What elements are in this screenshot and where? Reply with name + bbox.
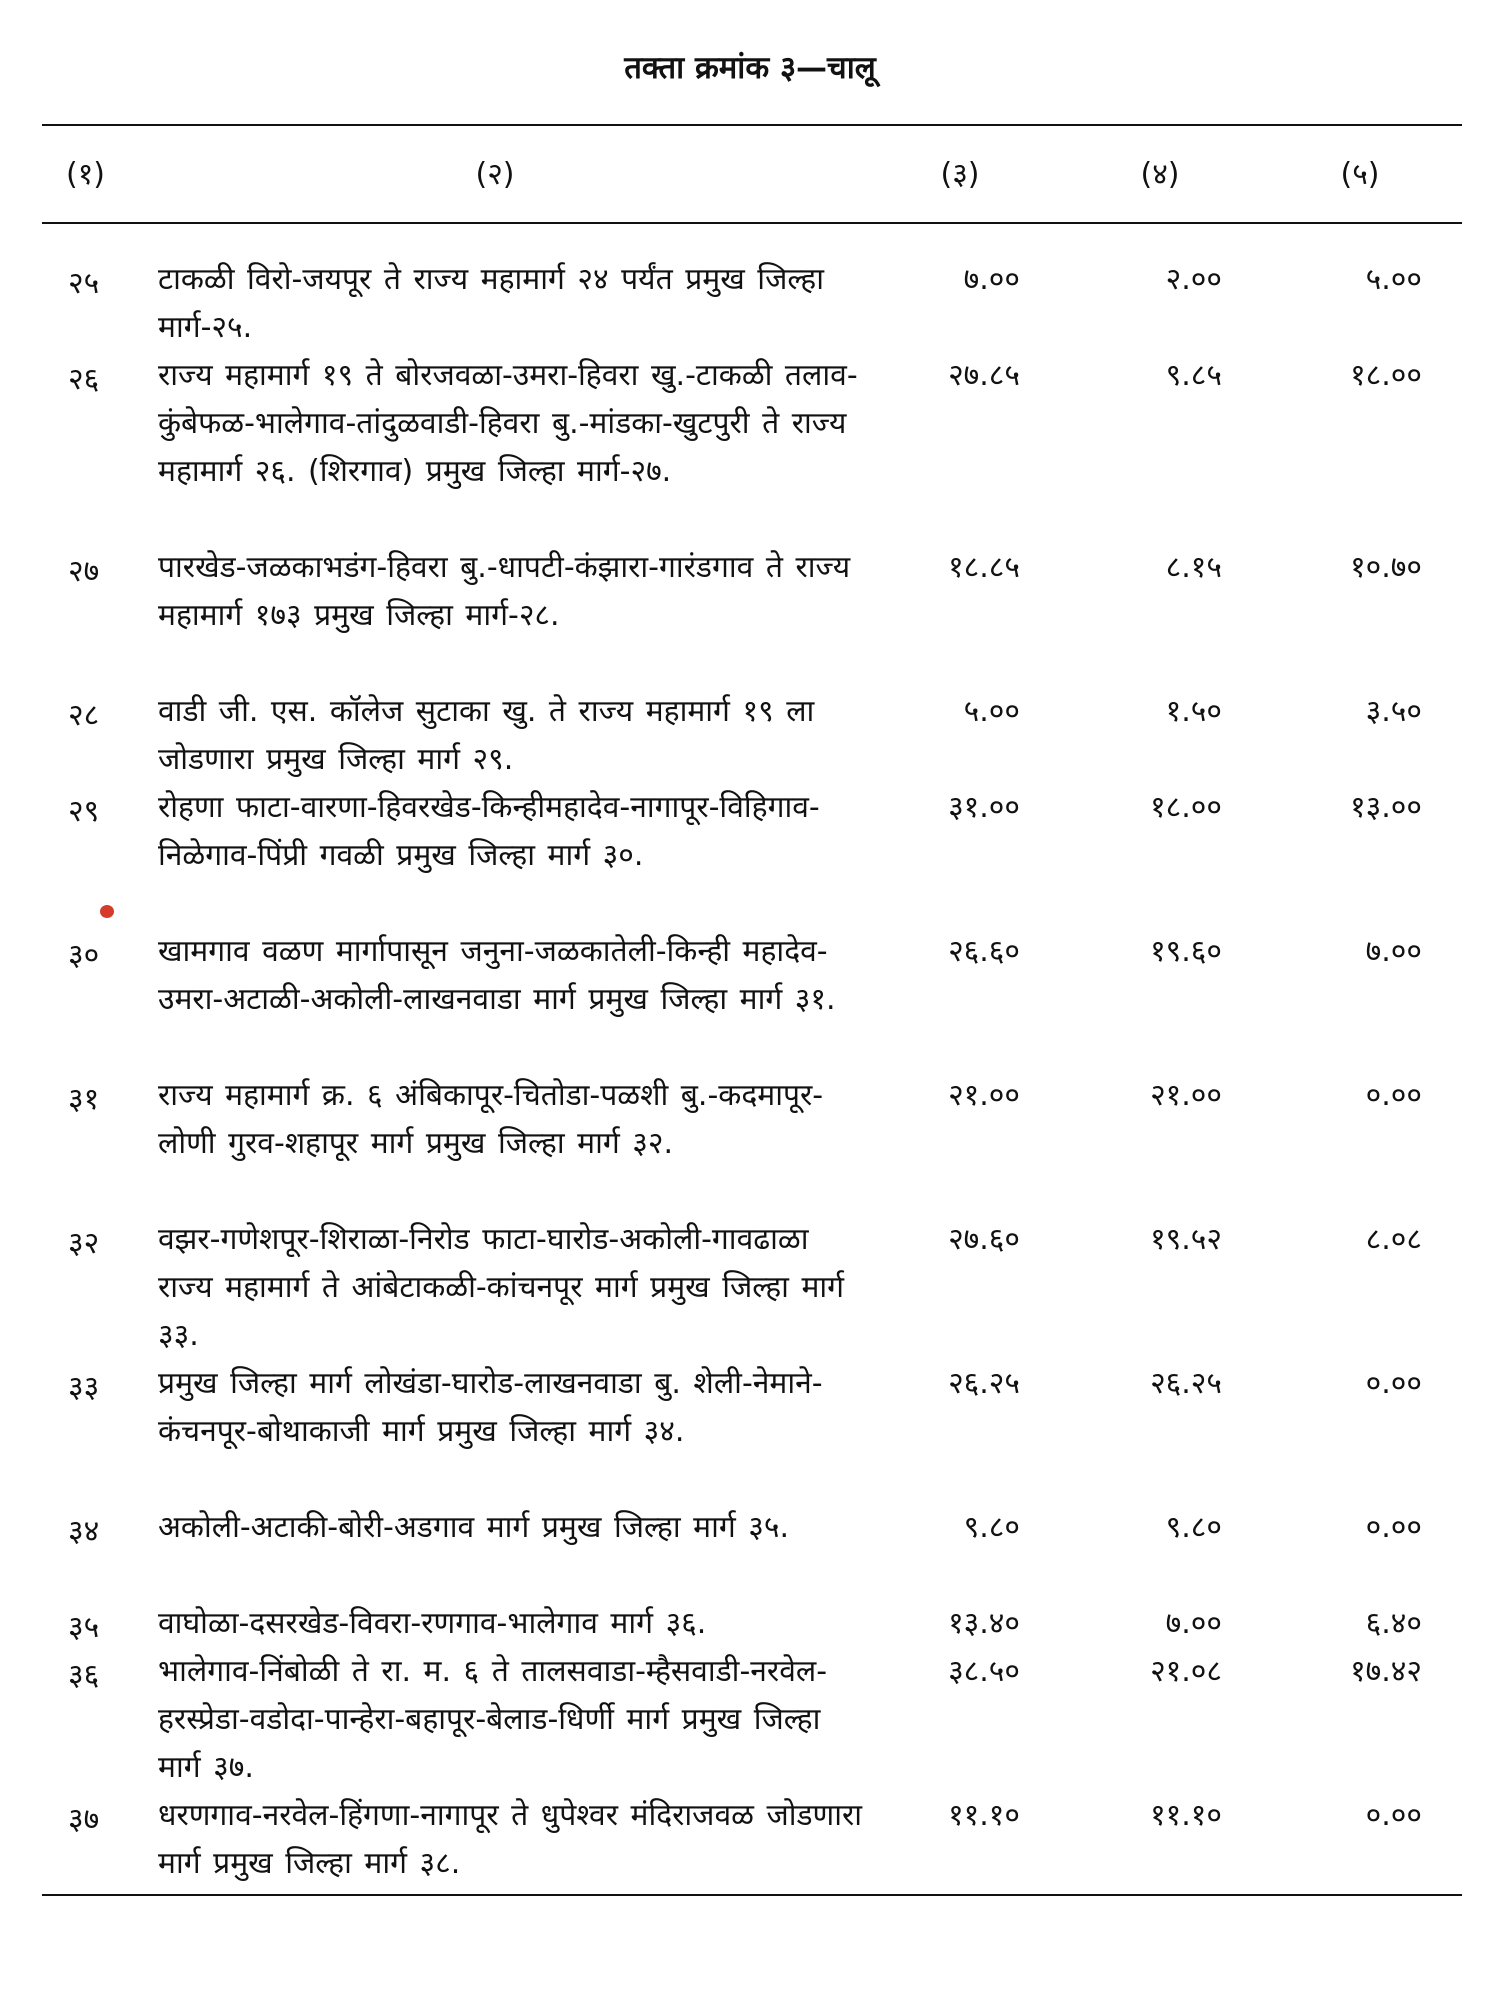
header-column-1: (१) xyxy=(66,157,106,192)
table-top-rule xyxy=(42,124,1462,126)
value-column-5: १०.७० xyxy=(1350,550,1422,585)
table-bottom-rule xyxy=(42,1894,1462,1896)
value-column-4: १८.०० xyxy=(1150,790,1222,825)
table-row xyxy=(0,1600,1500,1648)
value-column-5: ५.०० xyxy=(1365,262,1422,297)
row-number: २७ xyxy=(68,554,100,589)
value-column-3: २१.०० xyxy=(948,1078,1020,1113)
road-description: वाघोळा-दसरखेड-विवरा-रणगाव-भालेगाव मार्ग ३६. xyxy=(158,1606,707,1641)
value-column-5: ७.०० xyxy=(1365,934,1422,969)
value-column-5: ०.०० xyxy=(1365,1798,1422,1833)
row-number: ३२ xyxy=(68,1226,100,1261)
table-row xyxy=(0,688,1500,784)
value-column-4: ११.१० xyxy=(1150,1798,1222,1833)
value-column-4: १९.६० xyxy=(1150,934,1222,969)
value-column-5: १३.०० xyxy=(1350,790,1422,825)
row-number: ३६ xyxy=(68,1658,100,1693)
table-row xyxy=(0,1504,1500,1600)
value-column-4: ७.०० xyxy=(1165,1606,1222,1641)
table-row xyxy=(0,1360,1500,1504)
value-column-3: ५.०० xyxy=(963,694,1020,729)
row-number: ३५ xyxy=(68,1610,100,1645)
row-number: २९ xyxy=(68,794,100,829)
value-column-5: ६.४० xyxy=(1365,1606,1422,1641)
header-column-3: (३) xyxy=(940,157,980,192)
header-column-2: (२) xyxy=(475,157,515,192)
value-column-5: ३.५० xyxy=(1365,694,1422,729)
page-title: तक्ता क्रमांक ३—चालू xyxy=(624,50,876,86)
value-column-4: ८.१५ xyxy=(1165,550,1222,585)
table-header-row xyxy=(0,152,1500,192)
table-row xyxy=(0,256,1500,352)
value-column-3: १३.४० xyxy=(948,1606,1020,1641)
table-row xyxy=(0,1648,1500,1792)
value-column-4: ९.८० xyxy=(1165,1510,1222,1545)
row-number: ३३ xyxy=(68,1370,100,1405)
value-column-5: १८.०० xyxy=(1350,358,1422,393)
road-description: खामगाव वळण मार्गापासून जनुना-जळकातेली-किन्ही महादेव-उमरा-अटाळी-अकोली-लाखनवाडा मार्ग प्रमुख जिल्हा मार्ग ३१. xyxy=(158,934,836,1017)
row-number: २५ xyxy=(68,266,100,301)
value-column-3: ११.१० xyxy=(948,1798,1020,1833)
road-description: भालेगाव-निंबोळी ते रा. म. ६ ते तालसवाडा-म्हैसवाडी-नरवेल-हरस्प्रेडा-वडोदा-पान्हेरा-बहापूर-बेलाड-धिर्णी मार्ग प्रमुख जिल्हा मार्ग ३७. xyxy=(158,1654,828,1785)
table-row xyxy=(0,1216,1500,1360)
value-column-4: १.५० xyxy=(1165,694,1222,729)
road-description: अकोली-अटाकी-बोरी-अडगाव मार्ग प्रमुख जिल्हा मार्ग ३५. xyxy=(158,1510,790,1545)
red-ink-spot xyxy=(100,905,114,918)
value-column-4: २१.०० xyxy=(1150,1078,1222,1113)
table-row xyxy=(0,352,1500,544)
table-row xyxy=(0,784,1500,928)
road-description: धरणगाव-नरवेल-हिंगणा-नागापूर ते धुपेश्वर मंदिराजवळ जोडणारा मार्ग प्रमुख जिल्हा मार्ग ३८. xyxy=(158,1798,863,1881)
row-number: ३४ xyxy=(68,1514,100,1549)
row-number: ३० xyxy=(68,938,100,973)
value-column-5: ०.०० xyxy=(1365,1510,1422,1545)
value-column-4: २६.२५ xyxy=(1150,1366,1222,1401)
value-column-5: ०.०० xyxy=(1365,1078,1422,1113)
value-column-3: २७.६० xyxy=(948,1222,1020,1257)
road-description: वझर-गणेशपूर-शिराळा-निरोड फाटा-घारोड-अकोली-गावढाळा राज्य महामार्ग ते आंबेटाकळी-कांचनपूर मार्ग प्रमुख जिल्हा मार्ग ३३. xyxy=(158,1222,845,1353)
road-description: पारखेड-जळकाभडंग-हिवरा बु.-धापटी-कंझारा-गारंडगाव ते राज्य महामार्ग १७३ प्रमुख जिल्हा मार्ग-२८. xyxy=(158,550,851,633)
value-column-3: २६.६० xyxy=(948,934,1020,969)
table-row xyxy=(0,1792,1500,1888)
value-column-3: १८.८५ xyxy=(948,550,1020,585)
value-column-5: ०.०० xyxy=(1365,1366,1422,1401)
value-column-4: २१.०८ xyxy=(1150,1654,1222,1689)
road-description: राज्य महामार्ग क्र. ६ अंबिकापूर-चितोडा-पळशी बु.-कदमापूर-लोणी गुरव-शहापूर मार्ग प्रमुख जिल्हा मार्ग ३२. xyxy=(158,1078,824,1161)
road-description: राज्य महामार्ग १९ ते बोरजवळा-उमरा-हिवरा खु.-टाकळी तलाव-कुंबेफळ-भालेगाव-तांदुळवाडी-हिवरा बु.-मांडका-खुटपुरी ते राज्य महामार्ग २६. (शिरगाव) प्रमुख जिल्हा मार्ग-२७. xyxy=(158,358,858,489)
value-column-3: ३१.०० xyxy=(948,790,1020,825)
row-number: ३१ xyxy=(68,1082,100,1117)
value-column-3: ३८.५० xyxy=(948,1654,1020,1689)
road-description: प्रमुख जिल्हा मार्ग लोखंडा-घारोड-लाखनवाडा बु. शेली-नेमाने-कंचनपूर-बोथाकाजी मार्ग प्रमुख जिल्हा मार्ग ३४. xyxy=(158,1366,823,1449)
table-row xyxy=(0,1072,1500,1216)
table-header-rule xyxy=(42,222,1462,224)
table-row xyxy=(0,544,1500,688)
road-description: वाडी जी. एस. कॉलेज सुटाका खु. ते राज्य महामार्ग १९ ला जोडणारा प्रमुख जिल्हा मार्ग २९. xyxy=(158,694,815,777)
table-body xyxy=(0,256,1500,1888)
road-description: रोहणा फाटा-वारणा-हिवरखेड-किन्हीमहादेव-नागापूर-विहिगाव-निळेगाव-पिंप्री गवळी प्रमुख जिल्हा मार्ग ३०. xyxy=(158,790,820,873)
value-column-3: २७.८५ xyxy=(948,358,1020,393)
header-column-5: (५) xyxy=(1340,157,1380,192)
value-column-3: ७.०० xyxy=(963,262,1020,297)
row-number: ३७ xyxy=(68,1802,100,1837)
value-column-4: ९.८५ xyxy=(1165,358,1222,393)
value-column-3: ९.८० xyxy=(963,1510,1020,1545)
table-row xyxy=(0,928,1500,1072)
row-number: २६ xyxy=(68,362,100,397)
value-column-4: १९.५२ xyxy=(1150,1222,1222,1257)
header-column-4: (४) xyxy=(1140,157,1180,192)
value-column-4: २.०० xyxy=(1165,262,1222,297)
row-number: २८ xyxy=(68,698,100,733)
value-column-3: २६.२५ xyxy=(948,1366,1020,1401)
value-column-5: १७.४२ xyxy=(1350,1654,1422,1689)
road-description: टाकळी विरो-जयपूर ते राज्य महामार्ग २४ पर्यंत प्रमुख जिल्हा मार्ग-२५. xyxy=(158,262,824,345)
value-column-5: ८.०८ xyxy=(1365,1222,1422,1257)
